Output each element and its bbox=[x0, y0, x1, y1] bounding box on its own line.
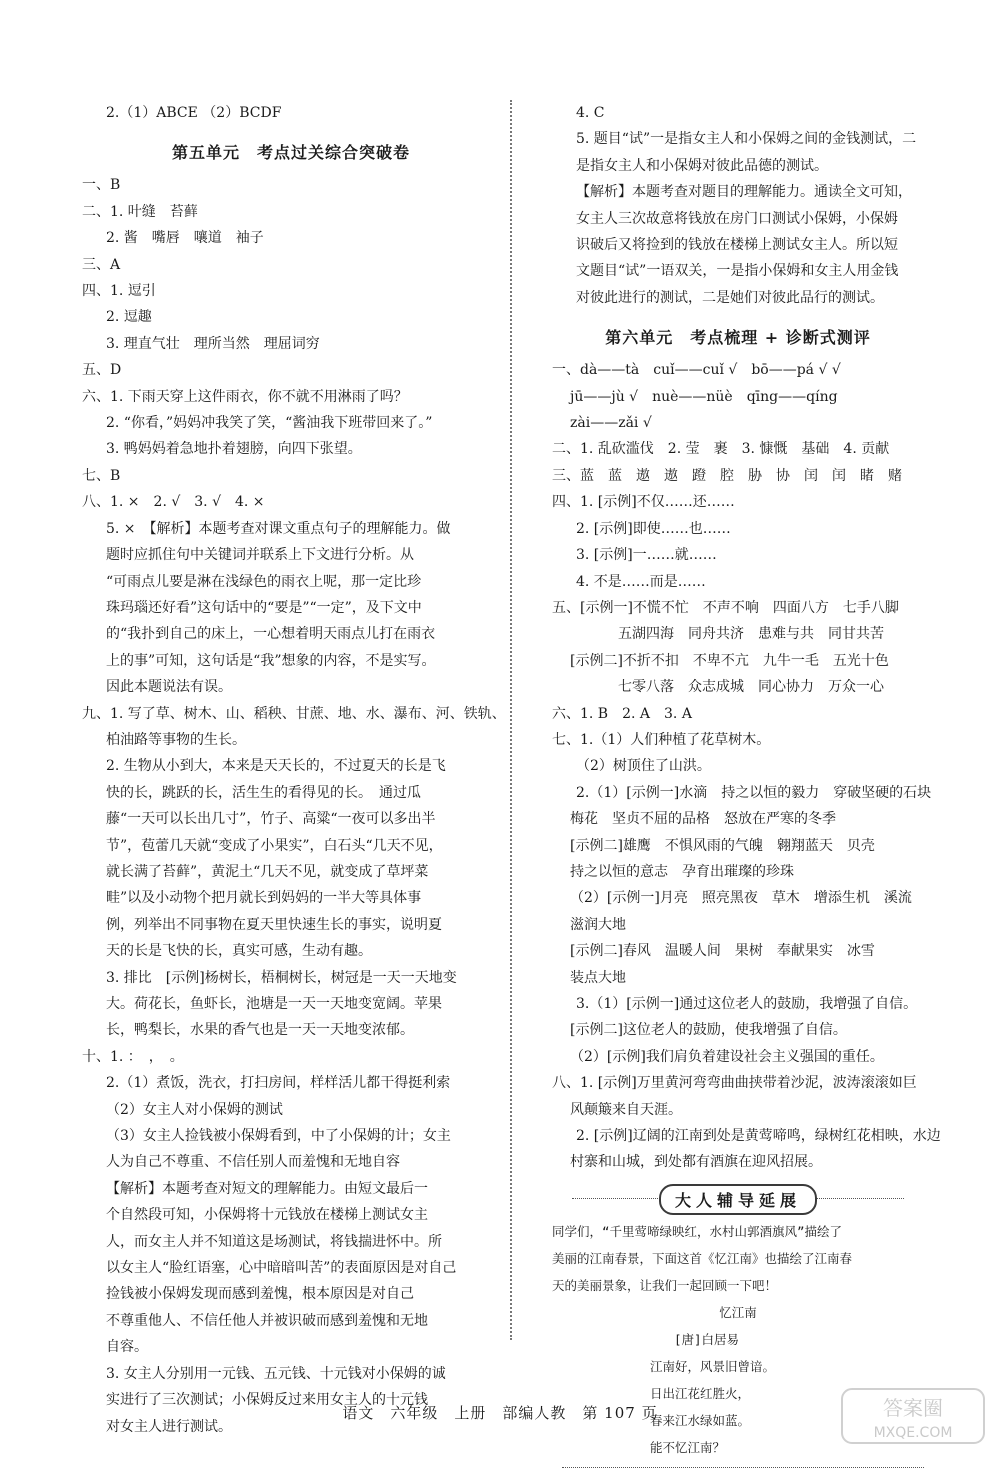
answer-line: 对女主人进行测试。 bbox=[106, 1418, 232, 1435]
answer-line: 装点大地 bbox=[570, 969, 626, 986]
answer-line: 识破后又将捡到的钱放在楼梯上测试女主人。所以短 bbox=[576, 237, 898, 254]
answer-line: 5. × 【解析】本题考查对课文重点句子的理解能力。做 bbox=[106, 520, 451, 537]
answer-line: 藤“一天可以长出几寸”，竹子、高粱“一夜可以多出半 bbox=[106, 811, 436, 828]
answer-line: 4. 不是……而是…… bbox=[576, 573, 706, 590]
answer-line: 对彼此进行的测试，二是她们对彼此品行的测试。 bbox=[576, 289, 884, 306]
answer-line: 就长满了苔藓”，黄泥土“几天不见，就变成了草坪菜 bbox=[106, 863, 429, 880]
answer-line: 三、蓝 蓝 遨 遨 蹬 腔 胁 协 闰 闰 睹 赌 bbox=[552, 467, 902, 484]
answer-line: 大。荷花长，鱼虾长，池塘是一天一天地变宽阔。苹果 bbox=[106, 996, 442, 1012]
answer-line: 九、1. 写了草、树木、山、稻秧、甘蔗、地、水、瀑布、河、铁轨、 bbox=[82, 705, 506, 722]
extension-line: 同学们，“千里莺啼绿映红，水村山郭酒旗风”描绘了 bbox=[552, 1223, 843, 1239]
extension-banner bbox=[572, 1184, 904, 1212]
extension-banner-label: 大人辅导延展 bbox=[659, 1184, 817, 1215]
answer-line: 3. 排比 [示例]杨树长，梧桐树长，树冠是一天一天地变 bbox=[106, 969, 457, 986]
answer-line: 【解析】本题考查对题目的理解能力。通读全文可知， bbox=[576, 184, 912, 201]
answer-line: 5. 题目“试”一是指女主人和小保姆之间的金钱测试，二 bbox=[576, 131, 917, 148]
answer-line: 2.（1）煮饭，洗衣，打扫房间，样样活儿都干得挺利索 bbox=[106, 1075, 451, 1092]
answer-line: 例，列举出不同事物在夏天里快速生长的事实，说明夏 bbox=[106, 916, 442, 933]
answer-line: （2）树顶住了山洪。 bbox=[576, 758, 711, 775]
answer-line: 持之以恒的意志 孕育出璀璨的珍珠 bbox=[570, 863, 794, 880]
answer-line: 以女主人“脸红语塞，心中暗暗叫苦”的表面原因是对自己 bbox=[106, 1260, 457, 1277]
answer-line: 2. 生物从小到大，本来是天天长的，不过夏天的长是飞 bbox=[106, 758, 446, 775]
answer-line: 3.（1）[示例一]通过这位老人的鼓励，我增强了自信。 bbox=[576, 996, 918, 1012]
unit5-answers bbox=[82, 172, 506, 1440]
answer-line: （2）女主人对小保姆的测试 bbox=[106, 1101, 283, 1118]
answer-line: 二、1. 叶缝 苔藓 bbox=[82, 203, 198, 220]
answer-line: （3）女主人捡钱被小保姆看到，中了小保姆的计；女主 bbox=[106, 1128, 451, 1145]
answer-line: 风颠簸来自天涯。 bbox=[570, 1101, 682, 1118]
answer-line: 文题目“试”一语双关，一是指小保姆和女主人用金钱 bbox=[576, 263, 899, 280]
answer-line: 女主人三次故意将钱放在房门口测试小保姆，小保姆 bbox=[576, 210, 898, 227]
answer-line: 八、1. × 2. √ 3. √ 4. × bbox=[82, 494, 265, 511]
poem-line: 能不忆江南？ bbox=[650, 1439, 726, 1455]
answer-line: 滋润大地 bbox=[570, 916, 626, 933]
answer-line: 2. [示例]辽阔的江南到处是黄莺啼鸣，绿树红花相映，水边 bbox=[576, 1128, 941, 1145]
unit5-answers-cont bbox=[552, 100, 924, 311]
answer-line: （2）[示例一]月亮 照亮黑夜 草木 增添生机 溪流 bbox=[570, 890, 912, 907]
answer-line: 七、1.（1）人们种植了花草树木。 bbox=[552, 731, 771, 748]
answer-line: 因此本题说法有误。 bbox=[106, 679, 232, 696]
answer-line: 四、1. [示例]不仅……还…… bbox=[552, 494, 735, 511]
answer-line: 五、[示例一]不慌不忙 不声不响 四面八方 七手八脚 bbox=[552, 599, 899, 616]
poem-line: 江南好，风景旧曾谙。 bbox=[650, 1358, 776, 1374]
unit6-answers bbox=[552, 357, 941, 1176]
answer-line: 2. [示例]即使……也…… bbox=[576, 520, 731, 537]
answer-line: 一、dà——tà cuǐ——cuǐ √ bō——pá √ √ bbox=[552, 362, 841, 379]
answer-line: 不尊重他人、不信任他人并被识破而感到羞愧和无地 bbox=[106, 1312, 428, 1329]
answer-line: 题时应抓住句中关键词并联系上下文进行分析。从 bbox=[106, 547, 414, 564]
answer-line: 六、1. 下雨天穿上这件雨衣，你不就不用淋雨了吗？ bbox=[82, 388, 408, 405]
answer-line: 五、D bbox=[82, 362, 122, 379]
answer-line: 天的长是飞快的长，真实可感，生动有趣。 bbox=[106, 943, 372, 960]
watermark-logo bbox=[838, 1385, 988, 1447]
answer-line: 六、1. B 2. A 3. A bbox=[552, 705, 692, 722]
answer-line: 快的长，跳跃的长，活生生的看得见的长。 通过瓜 bbox=[106, 784, 421, 801]
answer-line: [示例二]春风 温暖人间 果树 奉献果实 冰雪 bbox=[570, 943, 875, 960]
answer-line: 八、1. [示例]万里黄河弯弯曲曲挟带着沙泥，波涛滚滚如巨 bbox=[552, 1075, 917, 1092]
answer-line: 捡钱被小保姆发现而感到羞愧，根本原因是对自己 bbox=[106, 1286, 414, 1303]
answer-line: 人，而女主人并不知道这是场测试，将钱揣进怀中。所 bbox=[106, 1233, 442, 1250]
answer-line: [示例二]这位老人的鼓励，使我增强了自信。 bbox=[570, 1022, 847, 1039]
answer-line: 七、B bbox=[82, 467, 121, 484]
answer-line: 3. [示例]一……就…… bbox=[576, 547, 717, 564]
answer-line: 3. 理直气壮 理所当然 理屈词穷 bbox=[106, 335, 320, 352]
answer-line: zài——zǎi √ bbox=[570, 415, 652, 432]
answer-line: [示例二]不折不扣 不卑不亢 九牛一毛 五光十色 bbox=[570, 652, 889, 669]
answer-line: 个自然段可知，小保姆将十元钱放在楼梯上测试女主 bbox=[106, 1207, 428, 1224]
answer-line: 的“我扑到自己的床上，一心想着明天雨点儿打在雨衣 bbox=[106, 626, 436, 643]
answer-line: 上的事”可知，这句话是“我”想象的内容，不是实写。 bbox=[106, 652, 436, 669]
answer-line: [示例二]雄鹰 不惧风雨的气魄 翱翔蓝天 贝壳 bbox=[570, 837, 875, 854]
column-divider bbox=[510, 100, 512, 1340]
answer-line: 四、1. 逗引 bbox=[82, 283, 156, 300]
answer-line: 自容。 bbox=[106, 1339, 148, 1356]
answer-line: 人为自己不尊重、不信任别人而羞愧和无地自容 bbox=[106, 1154, 400, 1171]
answer-line: 一、B bbox=[82, 177, 121, 194]
answer-line: 柏油路等事物的生长。 bbox=[106, 731, 246, 748]
poem-line: 日出江花红胜火， bbox=[650, 1385, 751, 1401]
answer-line: （2）[示例]我们肩负着建设社会主义强国的重任。 bbox=[570, 1048, 884, 1065]
unit6-title: 第六单元 考点梳理 + 诊断式测评 bbox=[605, 328, 871, 348]
answer-line: 二、1. 乱砍滥伐 2. 莹 裹 3. 慷慨 基础 4. 贡献 bbox=[552, 441, 890, 458]
answer-line: 3. 女主人分别用一元钱、五元钱、十元钱对小保姆的诚 bbox=[106, 1365, 446, 1382]
answer-line: 三、A bbox=[82, 256, 121, 273]
extension-line: 天的美丽景象，让我们一起回顾一下吧！ bbox=[552, 1277, 778, 1293]
page-footer: 语文 六年级 上册 部编人教 第 107 页 bbox=[342, 1404, 658, 1422]
answer-line: 畦”以及小动物个把月就长到妈妈的一半大等具体事 bbox=[106, 890, 422, 907]
answer-line: jū——jù √ nuè——nüè qīng——qíng bbox=[570, 388, 838, 405]
answer-line: 4. C bbox=[576, 105, 605, 121]
top-answer: 2.（1）ABCE （2）BCDF bbox=[106, 105, 282, 121]
poem-line: 春来江水绿如蓝。 bbox=[650, 1412, 751, 1428]
unit5-title: 第五单元 考点过关综合突破卷 bbox=[171, 143, 410, 163]
answer-line: 2. 酱 嘴唇 嚷道 袖子 bbox=[106, 230, 264, 247]
answer-line: “可雨点儿要是淋在浅绿色的雨衣上呢，那一定比珍 bbox=[106, 573, 422, 590]
answer-line: 2.（1）[示例一]水滴 持之以恒的毅力 穿破坚硬的石块 bbox=[576, 784, 932, 801]
svg-text:答案圈: 答案圈 bbox=[883, 1396, 943, 1420]
answer-line: 3. 鸭妈妈着急地扑着翅膀，向四下张望。 bbox=[106, 441, 362, 458]
answer-line: 实进行了三次测试；小保姆反过来用女主人的十元钱 bbox=[106, 1392, 428, 1409]
answer-line: 是指女主人和小保姆对彼此品德的测试。 bbox=[576, 157, 828, 174]
answer-line: 五湖四海 同舟共济 患难与共 同甘共苦 bbox=[576, 626, 884, 643]
answer-line: 珠玛瑙还好看”这句话中的“要是”“一定”，及下文中 bbox=[106, 599, 422, 616]
answer-line: 村寨和山城，到处都有酒旗在迎风招展。 bbox=[570, 1154, 822, 1171]
left-column bbox=[82, 100, 506, 1440]
answer-line: 2. “你看，”妈妈冲我笑了笑，“酱油我下班带回来了。” bbox=[106, 415, 433, 432]
answer-line: 【解析】本题考查对短文的理解能力。由短文最后一 bbox=[106, 1180, 428, 1197]
answer-line: 十、1. ： ， 。 bbox=[82, 1048, 184, 1065]
answer-line: 梅花 坚贞不屈的品格 怒放在严寒的冬季 bbox=[570, 811, 836, 828]
poem-title: 忆江南 bbox=[719, 1304, 757, 1320]
poem-author: [唐]白居易 bbox=[674, 1331, 740, 1347]
answer-line: 节”，苞蕾几天就“变成了小果实”，白石头“几天不见， bbox=[106, 837, 443, 854]
extension-line: 美丽的江南春景，下面这首《忆江南》也描绘了江南春 bbox=[552, 1250, 853, 1266]
svg-text:MXQE.COM: MXQE.COM bbox=[873, 1425, 953, 1441]
answer-line: 2. 逗趣 bbox=[106, 309, 152, 326]
right-column bbox=[552, 100, 941, 1468]
extension-text bbox=[552, 1218, 924, 1299]
answer-line: 七零八落 众志成城 同心协力 万众一心 bbox=[576, 679, 884, 696]
answer-line: 长，鸭梨长，水果的香气也是一天一天地变浓郁。 bbox=[106, 1022, 414, 1039]
